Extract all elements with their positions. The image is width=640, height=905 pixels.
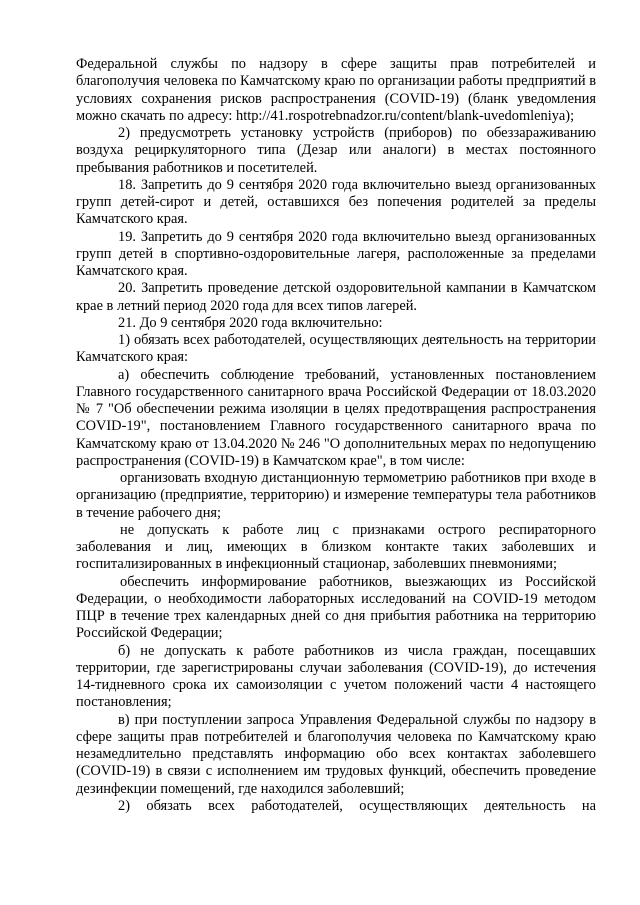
paragraph-17-2: 2) предусмотреть установку устройств (приборов) по обеззараживанию воздуха рециркуляторного типа (Дезар или аналоги) в местах постоянного пребывания работников и посетителей. [76, 125, 596, 176]
paragraph-21: 21. До 9 сентября 2020 года включительно: [118, 314, 383, 331]
paragraph-21-1: 1) обязать всех работодателей, осуществляющих деятельность на территории Камчатского края: [76, 332, 596, 366]
paragraph-20: 20. Запретить проведение детской оздоровительной кампании в Камчатском крае в летний период 2020 года для всех типов лагерей. [76, 280, 596, 314]
paragraph-no-sick-admission: не допускать к работе лиц с признаками острого респираторного заболевания и лиц, имеющих в близком контакте таких заболевших и госпитализированных в инфекционный стационар, заболевших пневмониями; [76, 521, 596, 573]
paragraph-21-2: 2) обязать всех работодателей, осуществляющих деятельность на [118, 797, 596, 814]
paragraph-21-1-a: а) обеспечить соблюдение требований, установленных постановлением Главного государственного санитарного врача Российской Федерации от 18.03.2020 № 7 "Об обеспечении режима изоляции в целях предотвращения распространения COVID-19", постановлением Главного государственного санитарного врача по Камчатскому краю от 13.04.2020 № 246 "О дополнительных мерах по недопущению распространения (COVID-19) в Камчатском крае", в том числе: [76, 366, 596, 469]
paragraph-continuation: Федеральной службы по надзору в сфере защиты прав потребителей и благополучия человека по Камчатскому краю по организации работы предприятий в условиях сохранения рисков распространения (COVID-19) (бланк уведомления можно скачать по адресу: http://41.rospotrebnadzor.ru/content/blank-uvedomleniya); [76, 56, 596, 124]
paragraph-21-1-b: б) не допускать к работе работников из числа граждан, посещавших территории, где зарегистрированы случаи заболевания (COVID-19), до истечения 14-тидневного срока их самоизоляции с учетом положений части 4 настоящего постановления; [76, 642, 596, 711]
paragraph-18: 18. Запретить до 9 сентября 2020 года включительно выезд организованных групп детей-сирот и детей, оставшихся без попечения родителей за пределы Камчатского края. [76, 176, 596, 228]
paragraph-21-1-v: в) при поступлении запроса Управления Федеральной службы по надзору в сфере защиты прав потребителей и благополучия человека по Камчатскому краю незамедлительно представлять информацию обо всех контактах заболевшего (COVID-19) в связи с исполнением им трудовых функций, обеспечить проведение дезинфекции помещений, где находился заболевший; [76, 711, 596, 797]
paragraph-inform-workers: обеспечить информирование работников, выезжающих из Российской Федерации, о необходимости лабораторных исследований на COVID-19 методом ПЦР в течение трех календарных дней со дня прибытия работника на территорию Российской Федерации; [76, 573, 596, 642]
paragraph-19: 19. Запретить до 9 сентября 2020 года включительно выезд организованных групп детей в спортивно-оздоровительные лагеря, расположенные за пределами Камчатского края. [76, 228, 596, 279]
paragraph-thermometry: организовать входную дистанционную термометрию работников при входе в организацию (предприятие, территорию) и измерение температуры тела работников в течение рабочего дня; [76, 470, 596, 521]
